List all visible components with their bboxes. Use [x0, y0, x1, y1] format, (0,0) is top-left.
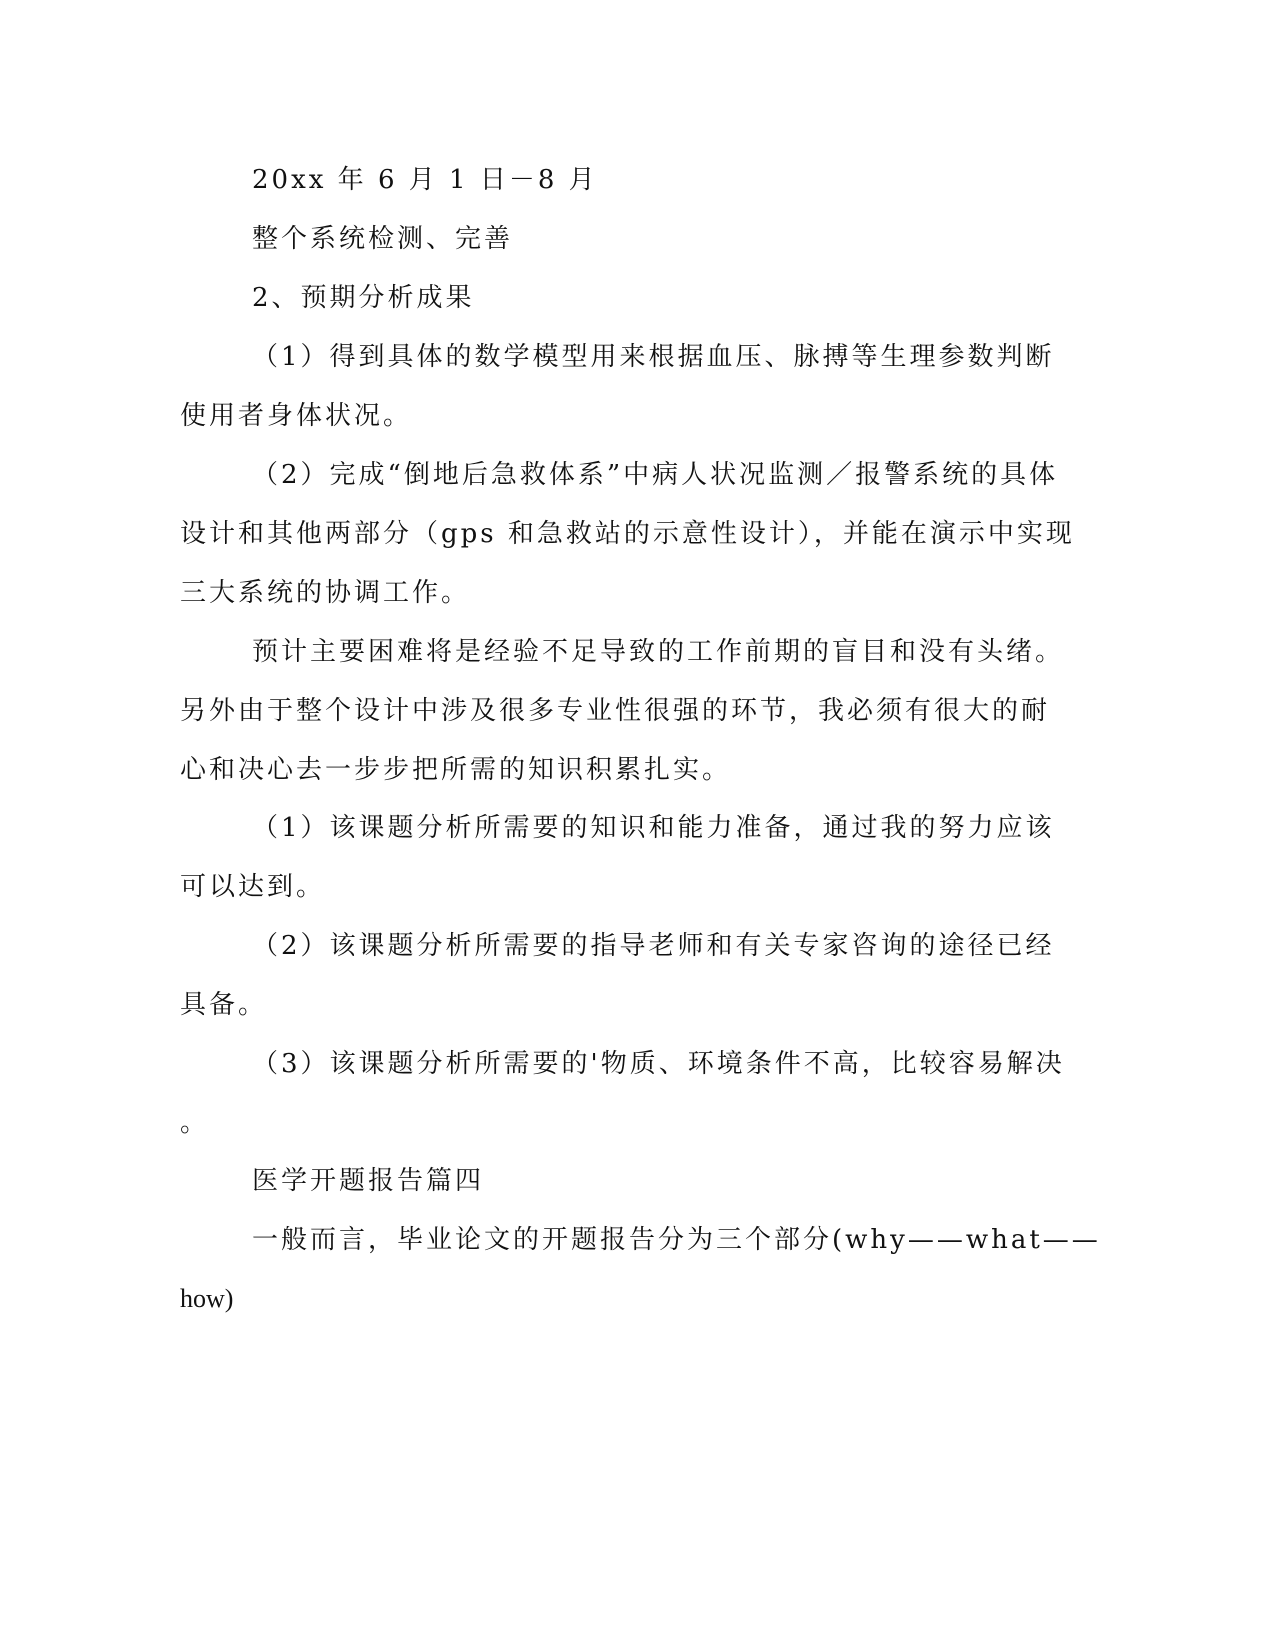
text-line-system-test: 整个系统检测、完善	[252, 224, 514, 254]
text-line-item-2: （2）完成“倒地后急救体系”中病人状况监测／报警系统的具体	[252, 460, 1059, 490]
section-heading-expected-results: 2、预期分析成果	[252, 283, 475, 313]
text-line-condition-3-cont: 。	[180, 1108, 210, 1138]
text-line-condition-2: （2）该课题分析所需要的指导老师和有关专家咨询的途径已经	[252, 931, 1055, 961]
text-line-difficulty: 预计主要困难将是经验不足导致的工作前期的盲目和没有头绪。	[252, 637, 1065, 667]
text-line-condition-1: （1）该课题分析所需要的知识和能力准备，通过我的努力应该	[252, 813, 1055, 843]
text-line-item-2-cont: 设计和其他两部分（gps 和急救站的示意性设计），并能在演示中实现	[180, 519, 1075, 549]
text-line-difficulty-cont: 另外由于整个设计中涉及很多专业性很强的环节，我必须有很大的耐	[180, 696, 1051, 726]
text-line-condition-1-cont: 可以达到。	[180, 872, 326, 902]
section-heading-part-four: 医学开题报告篇四	[252, 1166, 485, 1196]
text-line-report-structure-cont: how)	[180, 1284, 234, 1313]
text-line-item-1: （1）得到具体的数学模型用来根据血压、脉搏等生理参数判断	[252, 342, 1055, 372]
text-line-date-range: 20xx 年 6 月 1 日－8 月	[252, 165, 598, 195]
text-line-report-structure: 一般而言，毕业论文的开题报告分为三个部分(why——what——	[252, 1225, 1101, 1255]
text-line-condition-2-cont: 具备。	[180, 990, 268, 1020]
text-line-item-1-cont: 使用者身体状况。	[180, 401, 413, 431]
text-line-condition-3: （3）该课题分析所需要的'物质、环境条件不高，比较容易解决	[252, 1049, 1065, 1079]
text-line-difficulty-end: 心和决心去一步步把所需的知识积累扎实。	[180, 755, 732, 785]
text-line-item-2-end: 三大系统的协调工作。	[180, 578, 471, 608]
